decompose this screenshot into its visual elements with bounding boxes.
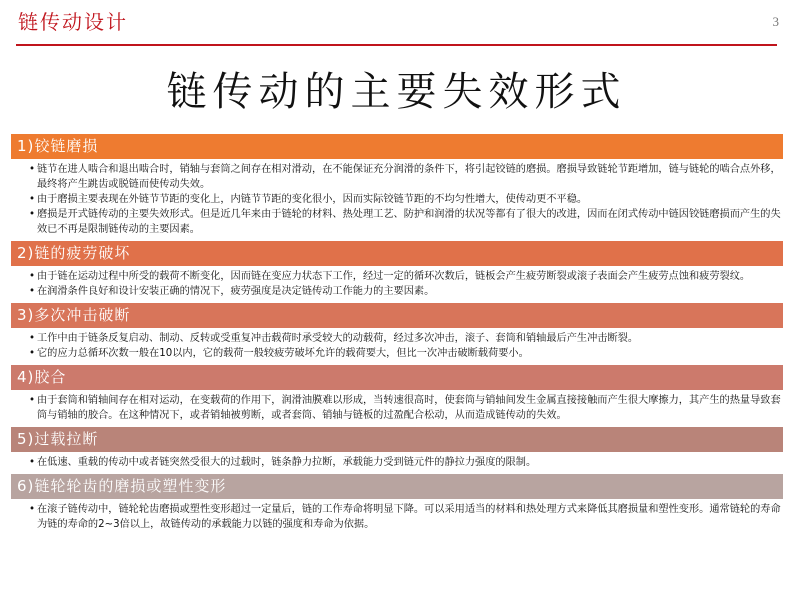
sections-container xyxy=(11,134,783,536)
bullet-item: • 磨损是开式链传动的主要失效形式。但是近几年来由于链轮的材料、热处理工艺、防护和润滑的状况等都有了很大的改进，因而在闭式传动中链因铰链磨损而产生的失效已不再是限制链传动的主要因素。 xyxy=(29,209,781,235)
section-gluing xyxy=(11,365,783,427)
bullet-item: • 在滚子链传动中，链轮轮齿磨损或塑性变形超过一定量后，链的工作寿命将明显下降。可以采用适当的材料和热处理方式来降低其磨损量和塑性变形。通常链轮的寿命为链的寿命的2~3倍以上，故链传动的承载能力以链的强度和寿命为依据。 xyxy=(29,504,781,530)
page-title: 链传动的主要失效形式 xyxy=(166,69,627,115)
section-header: 1)铰链磨损 xyxy=(11,134,783,159)
header-rule xyxy=(16,44,777,46)
section-fatigue xyxy=(11,241,783,303)
bullet-item: • 由于套筒和销轴间存在相对运动，在变载荷的作用下，润滑油膜难以形成，当转速很高时，使套筒与销轴间发生金属直接接触而产生很大摩擦力，其产生的热量导致套筒与销轴的胶合。在这种情况下，或者销轴被剪断，或者套筒、销轴与链板的过盈配合松动，从而造成链传动的失效。 xyxy=(29,395,781,421)
section-header: 3)多次冲击破断 xyxy=(11,303,783,328)
section-wear xyxy=(11,134,783,241)
bullet-item: • 它的应力总循环次数一般在10以内，它的载荷一般较疲劳破坏允许的载荷要大，但比一次冲击破断载荷要小。 xyxy=(29,348,529,359)
bullet-item: • 链节在进人啮合和退出啮合时，销轴与套筒之间存在相对滑动，在不能保证充分润滑的条件下，将引起铰链的磨损。磨损导致链轮节距增加，链与链轮的啮合点外移，最终将产生跳齿或脱链而使传动失效。 xyxy=(29,164,781,190)
bullet-item: • 工作中由于链条反复启动、制动、反转或受重复冲击载荷时承受较大的动载荷，经过多次冲击，滚子、套筒和销轴最后产生冲击断裂。 xyxy=(29,333,639,344)
section-overload xyxy=(11,427,783,474)
bullet-item: • 在润滑条件良好和设计安装正确的情况下，疲劳强度是决定链传动工作能力的主要因素。 xyxy=(29,286,435,297)
section-header: 5)过载拉断 xyxy=(11,427,783,452)
bullet-item: • 由于磨损主要表现在外链节节距的变化上，内链节节距的变化很小，因而实际铰链节距的不均匀性增大，使传动更不平稳。 xyxy=(29,194,588,205)
section-sprocket-wear xyxy=(11,474,783,536)
bullet-item: • 由于链在运动过程中所受的载荷不断变化，因而链在变应力状态下工作，经过一定的循环次数后，链板会产生疲劳断裂或滚子表面会产生疲劳点蚀和疲劳裂纹。 xyxy=(29,271,751,282)
header-title: 链传动设计 xyxy=(18,10,128,34)
section-header: 2)链的疲劳破坏 xyxy=(11,241,783,266)
bullet-item: • 在低速、重载的传动中或者链突然受很大的过载时，链条静力拉断，承载能力受到链元件的静拉力强度的限制。 xyxy=(29,457,537,468)
section-header: 6)链轮轮齿的磨损或塑性变形 xyxy=(11,474,783,499)
section-impact xyxy=(11,303,783,365)
page-number: 3 xyxy=(772,14,779,29)
section-header: 4)胶合 xyxy=(11,365,783,390)
